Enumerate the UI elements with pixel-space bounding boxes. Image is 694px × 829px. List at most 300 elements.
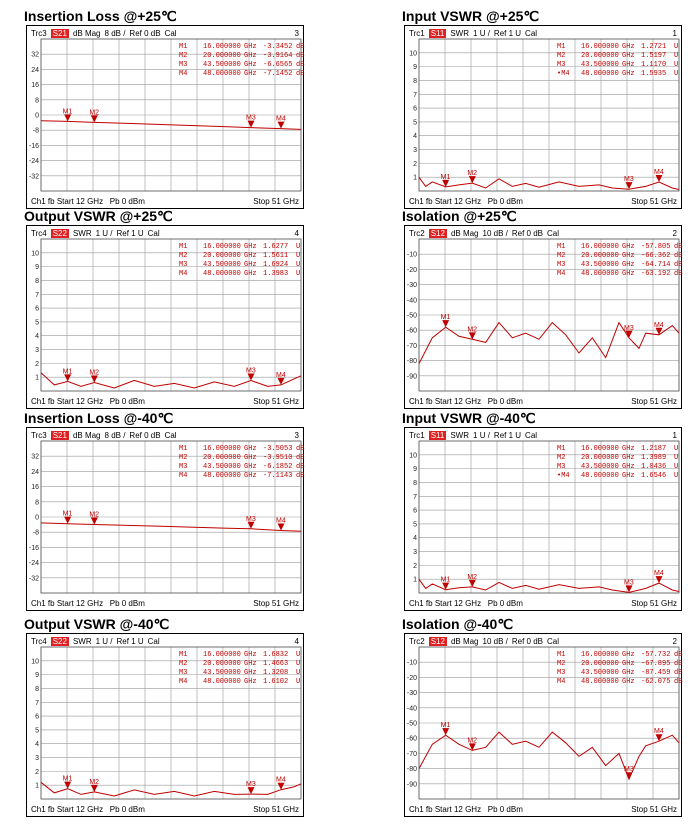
y-tick-label: 10	[31, 250, 39, 258]
y-tick-label: 10	[409, 452, 417, 460]
marker-name: M2	[179, 660, 188, 668]
marker-name: •M4	[557, 70, 570, 78]
y-tick-label: -80	[406, 766, 417, 774]
y-tick-label: 3	[35, 755, 39, 763]
cal-label: Cal	[547, 637, 560, 646]
marker-value: -3.5053	[263, 445, 293, 453]
y-tick-label: -80	[406, 358, 417, 366]
trace-header	[31, 431, 181, 440]
trace-header	[31, 29, 181, 38]
marker-freq: 48.000000	[581, 70, 619, 78]
scale-label: 10 dB /	[482, 229, 508, 238]
y-tick-label: 8	[35, 97, 39, 105]
marker-freq: 16.000000	[581, 445, 619, 453]
ref-label: Ref 1 U	[116, 637, 144, 646]
marker-freq: 16.000000	[203, 651, 241, 659]
footer-stop: Stop 51 GHz	[631, 805, 677, 814]
chart-title: Input VSWR @-40℃	[402, 410, 536, 426]
marker-freq: 16.000000	[203, 243, 241, 251]
marker-freq: 43.500000	[581, 669, 619, 677]
marker-unit2: dB	[674, 651, 683, 659]
marker-unit2: dB	[296, 454, 305, 462]
marker-freq: 16.000000	[203, 43, 241, 51]
analyzer-screen	[26, 25, 304, 209]
marker-name: M1	[557, 445, 566, 453]
trace-id: Trc2	[409, 637, 425, 646]
footer-fb: fb	[47, 599, 55, 608]
plot-area	[31, 239, 301, 391]
param-badge: S22	[52, 637, 67, 646]
y-tick-label: -30	[406, 690, 417, 698]
marker-triangle	[64, 374, 71, 381]
marker-freq: 20.000000	[581, 660, 619, 668]
y-tick-label: -10	[406, 251, 417, 259]
y-tick-label: 16	[31, 484, 39, 492]
marker-value: -87.459	[641, 669, 671, 677]
y-tick-label: 1	[35, 782, 39, 790]
footer-stop: Stop 51 GHz	[631, 197, 677, 206]
marker-unit2: dB	[674, 252, 683, 260]
marker-unit1: GHz	[622, 678, 635, 686]
marker-name: M2	[557, 454, 566, 462]
marker-value: 1.5611	[263, 252, 289, 260]
footer-power: Pb 0 dBm	[487, 805, 523, 814]
footer-ch: Ch1	[31, 599, 46, 608]
marker-value: -6.1852	[263, 463, 293, 471]
marker-freq: 43.500000	[203, 61, 241, 69]
marker-unit1: GHz	[622, 43, 635, 51]
y-tick-label: 8	[35, 499, 39, 507]
footer-ch: Ch1	[31, 805, 46, 814]
marker-name: M2	[557, 252, 566, 260]
param-badge: S12	[430, 637, 445, 646]
footer-power: Pb 0 dBm	[487, 397, 523, 406]
marker-unit2: dB	[296, 70, 305, 78]
marker-freq: 16.000000	[581, 243, 619, 251]
y-tick-label: 2	[35, 360, 39, 368]
marker-unit2: U	[296, 243, 301, 251]
footer-ch: Ch1	[409, 197, 424, 206]
footer-ch: Ch1	[31, 397, 46, 406]
marker-unit2: dB	[674, 678, 683, 686]
y-tick-label: -60	[406, 327, 417, 335]
marker-unit2: dB	[296, 445, 305, 453]
marker-freq: 43.500000	[203, 669, 241, 677]
footer-bar	[31, 599, 299, 608]
y-tick-label: 4	[35, 333, 39, 341]
marker-triangle	[248, 121, 255, 128]
marker-name: M1	[557, 43, 566, 51]
y-tick-label: 1	[413, 576, 417, 584]
marker-name: M3	[557, 61, 566, 69]
marker-unit1: GHz	[244, 252, 257, 260]
marker-value: 1.6102	[263, 678, 289, 686]
marker-unit2: U	[296, 678, 301, 686]
marker-unit1: GHz	[244, 52, 257, 60]
marker-triangle	[626, 182, 633, 189]
marker-unit2: U	[296, 651, 301, 659]
marker-label: M2	[467, 737, 478, 745]
marker-label: M2	[89, 109, 100, 117]
marker-unit1: GHz	[622, 454, 635, 462]
marker-name: M3	[179, 61, 188, 69]
ref-label: Ref 1 U	[493, 431, 522, 440]
marker-name: M3	[179, 261, 188, 269]
marker-freq: 43.500000	[203, 463, 241, 471]
marker-label: M4	[654, 570, 664, 578]
y-tick-label: -60	[406, 735, 417, 743]
footer-bar	[409, 397, 677, 406]
plot-area	[406, 239, 683, 391]
trace-id: Trc1	[409, 431, 425, 440]
footer-bar	[409, 197, 677, 206]
marker-freq: 48.000000	[203, 472, 241, 480]
cal-label: Cal	[147, 637, 160, 646]
analyzer-screen	[404, 633, 682, 817]
cal-label: Cal	[525, 29, 538, 38]
marker-unit1: GHz	[244, 660, 257, 668]
marker-name: M4	[557, 678, 566, 686]
footer-power: Pb 0 dBm	[487, 599, 523, 608]
footer-fb: fb	[425, 599, 433, 608]
footer-start: Start 12 GHz	[56, 599, 104, 608]
marker-freq: 16.000000	[581, 651, 619, 659]
marker-name: M1	[557, 243, 566, 251]
marker-name: M4	[179, 70, 188, 78]
marker-name: M2	[557, 660, 566, 668]
marker-value: -7.1452	[263, 70, 293, 78]
trace-header	[31, 229, 164, 238]
marker-unit1: GHz	[622, 243, 635, 251]
y-tick-label: 3	[35, 347, 39, 355]
y-tick-label: -50	[406, 312, 417, 320]
cal-label: Cal	[164, 29, 177, 38]
chart-title: Output VSWR @-40℃	[24, 616, 170, 632]
y-tick-label: -50	[406, 720, 417, 728]
marker-triangle	[91, 375, 98, 382]
marker-unit1: GHz	[622, 270, 635, 278]
marker-unit1: GHz	[244, 463, 257, 471]
marker-unit2: dB	[296, 43, 305, 51]
param-badge: S11	[430, 431, 445, 440]
y-tick-label: -8	[32, 529, 39, 537]
y-tick-label: 24	[31, 468, 39, 476]
marker-triangle	[442, 320, 449, 327]
marker-freq: 20.000000	[203, 52, 241, 60]
marker-name: M2	[179, 52, 188, 60]
marker-freq: 20.000000	[581, 252, 619, 260]
marker-triangle	[248, 522, 255, 529]
y-tick-label: 24	[31, 66, 39, 74]
marker-freq: 48.000000	[581, 270, 619, 278]
footer-fb: fb	[425, 397, 433, 406]
marker-unit2: U	[296, 270, 301, 278]
marker-name: M4	[557, 270, 566, 278]
analyzer-screen	[404, 225, 682, 409]
footer-power: Pb 0 dBm	[109, 397, 145, 406]
y-tick-label: 8	[413, 479, 417, 487]
trace-header	[409, 29, 541, 38]
marker-name: M4	[179, 472, 188, 480]
marker-label: M4	[276, 115, 286, 123]
param-badge: S21	[52, 431, 67, 440]
y-tick-label: 6	[35, 305, 39, 313]
marker-label: M3	[246, 781, 256, 789]
y-tick-label: 0	[35, 112, 39, 120]
marker-value: 1.6832	[263, 651, 289, 659]
footer-power: Pb 0 dBm	[109, 197, 145, 206]
marker-unit1: GHz	[244, 669, 257, 677]
y-tick-label: 7	[413, 493, 417, 501]
param-badge: S11	[430, 29, 445, 38]
y-tick-label: 8	[413, 77, 417, 85]
trace-id: Trc2	[409, 229, 425, 238]
marker-value: 1.6546	[641, 472, 667, 480]
footer-fb: fb	[47, 397, 55, 406]
marker-freq: 43.500000	[581, 463, 619, 471]
marker-label: M3	[246, 367, 256, 375]
marker-label: M4	[276, 517, 286, 525]
y-tick-label: -40	[406, 705, 417, 713]
marker-freq: 48.000000	[581, 472, 619, 480]
marker-label: M1	[440, 173, 451, 181]
footer-fb: fb	[47, 197, 55, 206]
y-tick-label: -10	[406, 659, 417, 667]
marker-unit2: dB	[674, 669, 683, 677]
marker-label: M1	[62, 368, 73, 376]
y-tick-label: 3	[413, 147, 417, 155]
y-tick-label: -20	[406, 266, 417, 274]
y-tick-label: 6	[413, 105, 417, 113]
footer-fb: fb	[47, 805, 55, 814]
y-tick-label: -90	[406, 373, 417, 381]
marker-label: M3	[624, 176, 634, 184]
y-tick-label: 7	[35, 699, 39, 707]
ref-label: Ref 0 dB	[129, 431, 161, 440]
marker-unit2: dB	[296, 52, 305, 60]
marker-triangle	[278, 524, 285, 531]
marker-triangle	[248, 787, 255, 794]
footer-start: Start 12 GHz	[434, 197, 482, 206]
plot-area	[409, 39, 679, 191]
y-tick-label: -16	[28, 544, 39, 552]
format-label: dB Mag	[450, 229, 479, 238]
marker-unit1: GHz	[622, 651, 635, 659]
marker-label: M4	[654, 321, 664, 329]
marker-label: M4	[276, 371, 286, 379]
y-tick-label: 5	[413, 521, 417, 529]
marker-unit1: GHz	[244, 454, 257, 462]
y-tick-label: 2	[35, 768, 39, 776]
footer-start: Start 12 GHz	[56, 197, 104, 206]
plot-area	[409, 441, 679, 593]
y-tick-label: 32	[31, 51, 39, 59]
footer-bar	[31, 805, 299, 814]
marker-name: M3	[557, 669, 566, 677]
marker-triangle	[442, 728, 449, 735]
marker-label: M2	[467, 170, 478, 178]
y-tick-label: 8	[35, 277, 39, 285]
footer-ch: Ch1	[409, 805, 424, 814]
trace-header	[409, 431, 541, 440]
y-tick-label: 9	[35, 672, 39, 680]
y-tick-label: -8	[32, 127, 39, 135]
footer-stop: Stop 51 GHz	[631, 397, 677, 406]
footer-stop: Stop 51 GHz	[253, 397, 299, 406]
marker-name: M1	[179, 651, 188, 659]
marker-value: 1.0436	[641, 463, 667, 471]
cal-label: Cal	[525, 431, 538, 440]
y-tick-label: 4	[35, 741, 39, 749]
marker-unit1: GHz	[244, 70, 257, 78]
y-tick-label: 7	[413, 91, 417, 99]
footer-stop: Stop 51 GHz	[253, 197, 299, 206]
chart-title: Insertion Loss @+25℃	[24, 8, 177, 24]
marker-unit2: dB	[674, 261, 683, 269]
chart-panel-p4	[402, 208, 682, 408]
marker-value: -67.895	[641, 660, 671, 668]
marker-unit2: dB	[296, 463, 305, 471]
marker-unit1: GHz	[244, 678, 257, 686]
y-tick-label: 3	[413, 549, 417, 557]
footer-ch: Ch1	[409, 599, 424, 608]
format-label: dB Mag	[72, 431, 101, 440]
y-tick-label: -20	[406, 674, 417, 682]
marker-name: M4	[179, 678, 188, 686]
marker-unit1: GHz	[622, 660, 635, 668]
footer-stop: Stop 51 GHz	[253, 805, 299, 814]
marker-label: M3	[624, 579, 634, 587]
footer-start: Start 12 GHz	[434, 805, 482, 814]
y-tick-label: 2	[413, 562, 417, 570]
footer-start: Start 12 GHz	[56, 805, 104, 814]
trace-header	[409, 229, 563, 238]
chart-panel-p8	[402, 616, 682, 816]
marker-value: 1.1170	[641, 61, 667, 69]
chart-panel-p5	[24, 410, 304, 610]
plot-area	[28, 39, 305, 191]
marker-name: M4	[179, 270, 188, 278]
scale-label: 1 U /	[473, 431, 490, 440]
marker-label: M3	[246, 515, 256, 523]
marker-freq: 20.000000	[203, 660, 241, 668]
footer-fb: fb	[425, 805, 433, 814]
y-tick-label: 1	[35, 374, 39, 382]
trace-id: Trc4	[31, 637, 47, 646]
marker-unit2: dB	[296, 61, 305, 69]
marker-triangle	[656, 576, 663, 583]
marker-label: M2	[89, 369, 100, 377]
y-tick-label: 6	[35, 713, 39, 721]
marker-value: 1.3989	[641, 454, 667, 462]
footer-power: Pb 0 dBm	[109, 805, 145, 814]
marker-value: 1.2721	[641, 43, 667, 51]
marker-name: M1	[179, 445, 188, 453]
y-tick-label: 4	[413, 535, 417, 543]
marker-freq: 48.000000	[203, 678, 241, 686]
scale-label: 1 U /	[95, 637, 113, 646]
y-tick-label: -32	[28, 575, 39, 583]
format-label: SWR	[450, 431, 470, 440]
marker-name: M1	[557, 651, 566, 659]
scale-label: 1 U /	[473, 29, 490, 38]
scale-label: 1 U /	[95, 229, 113, 238]
y-tick-label: -40	[406, 297, 417, 305]
y-tick-label: 9	[413, 64, 417, 72]
analyzer-screen	[26, 633, 304, 817]
y-tick-label: 9	[35, 264, 39, 272]
marker-name: M2	[179, 454, 188, 462]
y-tick-label: -32	[28, 173, 39, 181]
marker-name: M3	[557, 463, 566, 471]
chart-panel-p7	[24, 616, 304, 816]
marker-value: -6.6565	[263, 61, 293, 69]
marker-unit1: GHz	[244, 472, 257, 480]
marker-freq: 20.000000	[203, 454, 241, 462]
marker-unit1: GHz	[244, 43, 257, 51]
chart-title: Isolation @-40℃	[402, 616, 514, 632]
analyzer-screen	[26, 427, 304, 611]
trace-id: Trc4	[31, 229, 47, 238]
analyzer-screen	[404, 25, 682, 209]
marker-unit2: U	[296, 252, 301, 260]
marker-label: M1	[440, 722, 451, 730]
footer-ch: Ch1	[409, 397, 424, 406]
chart-panel-p3	[24, 208, 304, 408]
trace-id: Trc1	[409, 29, 425, 38]
y-tick-label: 9	[413, 466, 417, 474]
marker-value: -7.1143	[263, 472, 293, 480]
scale-label: 10 dB /	[482, 637, 508, 646]
chart-panel-p6	[402, 410, 682, 610]
footer-ch: Ch1	[31, 197, 46, 206]
marker-unit2: dB	[296, 472, 305, 480]
footer-start: Start 12 GHz	[56, 397, 104, 406]
channel-number: 3	[294, 29, 299, 38]
marker-label: M3	[624, 324, 634, 332]
format-label: dB Mag	[450, 637, 479, 646]
footer-power: Pb 0 dBm	[109, 599, 145, 608]
footer-power: Pb 0 dBm	[487, 197, 523, 206]
marker-unit2: U	[674, 43, 679, 51]
plot-area	[28, 441, 305, 593]
footer-bar	[409, 599, 677, 608]
trace-id: Trc3	[31, 431, 47, 440]
chart-title: Output VSWR @+25℃	[24, 208, 173, 224]
marker-freq: 48.000000	[203, 70, 241, 78]
marker-triangle	[656, 175, 663, 182]
trace-header	[409, 637, 563, 646]
ref-label: Ref 1 U	[116, 229, 144, 238]
marker-label: M1	[62, 775, 73, 783]
chart-panel-p2	[402, 8, 682, 208]
marker-unit1: GHz	[244, 651, 257, 659]
chart-panel-p1	[24, 8, 304, 208]
marker-unit2: U	[674, 472, 679, 480]
marker-freq: 43.500000	[581, 261, 619, 269]
marker-triangle	[278, 122, 285, 129]
marker-freq: 16.000000	[203, 445, 241, 453]
marker-value: 1.3983	[263, 270, 289, 278]
marker-unit1: GHz	[622, 261, 635, 269]
y-tick-label: 2	[413, 160, 417, 168]
channel-number: 1	[672, 431, 677, 440]
footer-fb: fb	[425, 197, 433, 206]
marker-name: M2	[179, 252, 188, 260]
channel-number: 2	[672, 229, 677, 238]
y-tick-label: 10	[31, 658, 39, 666]
marker-name: M3	[557, 261, 566, 269]
